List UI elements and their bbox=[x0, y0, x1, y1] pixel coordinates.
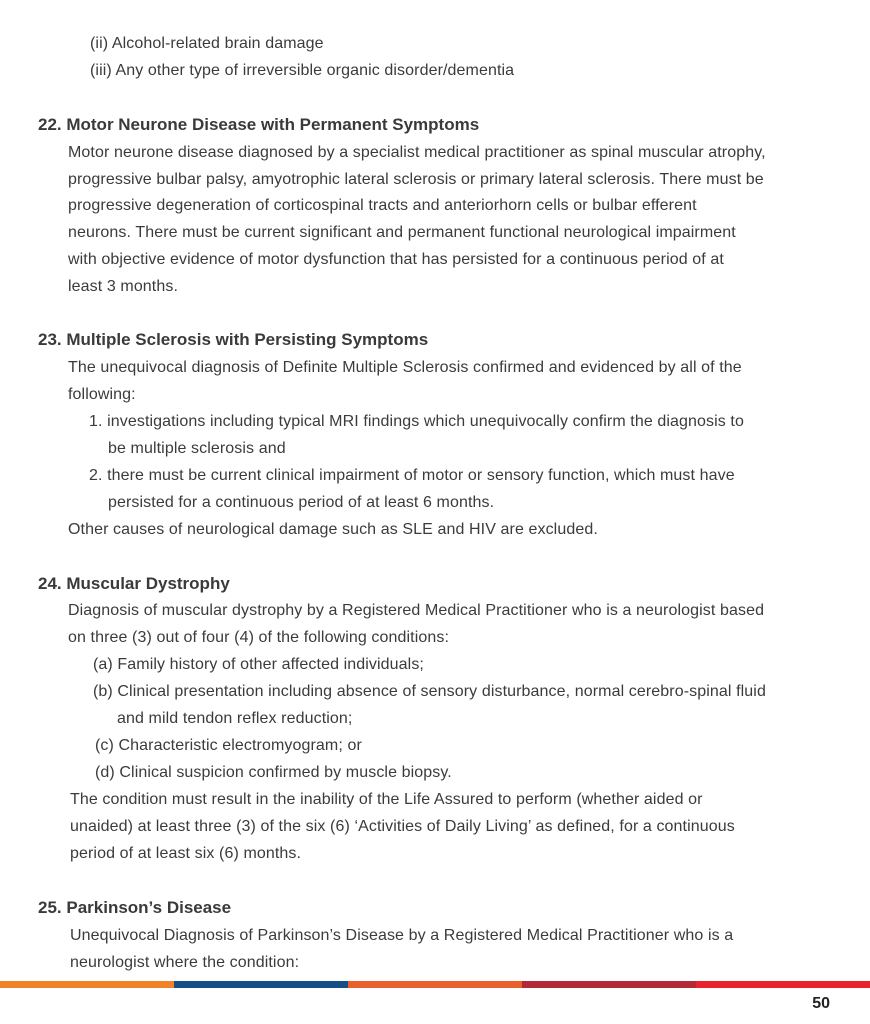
paragraph-line: The condition must result in the inability of the Life Assured to perform (whether aided or bbox=[70, 791, 703, 808]
paragraph-line: with objective evidence of motor dysfunction that has persisted for a continuous period of at bbox=[68, 251, 724, 268]
list-item: (c) Characteristic electromyogram; or bbox=[95, 737, 362, 754]
paragraph-line: on three (3) out of four (4) of the following conditions: bbox=[68, 629, 450, 646]
paragraph-line: Diagnosis of muscular dystrophy by a Registered Medical Practitioner who is a neurologist based bbox=[68, 602, 765, 619]
footer-bar-segment bbox=[522, 981, 696, 988]
paragraph-line: least 3 months. bbox=[68, 278, 178, 295]
paragraph-line: neurologist where the condition: bbox=[70, 954, 300, 971]
list-item: (ii) Alcohol-related brain damage bbox=[90, 35, 324, 52]
section-heading-24: 24. Muscular Dystrophy bbox=[38, 574, 230, 593]
paragraph-line: following: bbox=[68, 386, 136, 403]
paragraph-line: period of at least six (6) months. bbox=[70, 845, 302, 862]
list-item: (d) Clinical suspicion confirmed by muscle biopsy. bbox=[95, 764, 452, 781]
paragraph-line: progressive degeneration of corticospinal tracts and anteriorhorn cells or bulbar efferent bbox=[68, 197, 697, 214]
paragraph-line: unaided) at least three (3) of the six (6) ‘Activities of Daily Living’ as defined, for a continuous bbox=[70, 818, 735, 835]
footer-bar-segment bbox=[348, 981, 522, 988]
list-item: (a) Family history of other affected individuals; bbox=[93, 656, 424, 673]
list-item-continuation: persisted for a continuous period of at least 6 months. bbox=[108, 494, 495, 511]
footer-bar-segment bbox=[0, 981, 174, 988]
paragraph-line: progressive bulbar palsy, amyotrophic lateral sclerosis or primary lateral sclerosis. There must be bbox=[68, 171, 764, 188]
paragraph-line: neurons. There must be current significant and permanent functional neurological impairment bbox=[68, 224, 736, 241]
page-number: 50 bbox=[812, 995, 830, 1012]
list-item: 1. investigations including typical MRI findings which unequivocally confirm the diagnosis to bbox=[89, 413, 744, 430]
list-item-continuation: and mild tendon reflex reduction; bbox=[117, 710, 353, 727]
paragraph-line: The unequivocal diagnosis of Definite Multiple Sclerosis confirmed and evidenced by all of the bbox=[68, 359, 742, 376]
footer-color-bar bbox=[0, 981, 870, 988]
list-item: (b) Clinical presentation including absence of sensory disturbance, normal cerebro-spinal fluid bbox=[93, 683, 766, 700]
section-heading-25: 25. Parkinson’s Disease bbox=[38, 898, 232, 917]
list-item: (iii) Any other type of irreversible organic disorder/dementia bbox=[90, 62, 515, 79]
list-item-continuation: be multiple sclerosis and bbox=[108, 440, 286, 457]
footer-bar-segment bbox=[696, 981, 870, 988]
list-item: 2. there must be current clinical impairment of motor or sensory function, which must have bbox=[89, 467, 735, 484]
paragraph-line: Unequivocal Diagnosis of Parkinson’s Disease by a Registered Medical Practitioner who is a bbox=[70, 927, 734, 944]
section-heading-22: 22. Motor Neurone Disease with Permanent Symptoms bbox=[38, 115, 480, 134]
section-heading-23: 23. Multiple Sclerosis with Persisting Symptoms bbox=[38, 330, 429, 349]
paragraph-line: Motor neurone disease diagnosed by a specialist medical practitioner as spinal muscular atrophy, bbox=[68, 144, 766, 161]
footer-bar-segment bbox=[174, 981, 348, 988]
paragraph-line: Other causes of neurological damage such as SLE and HIV are excluded. bbox=[68, 521, 598, 538]
